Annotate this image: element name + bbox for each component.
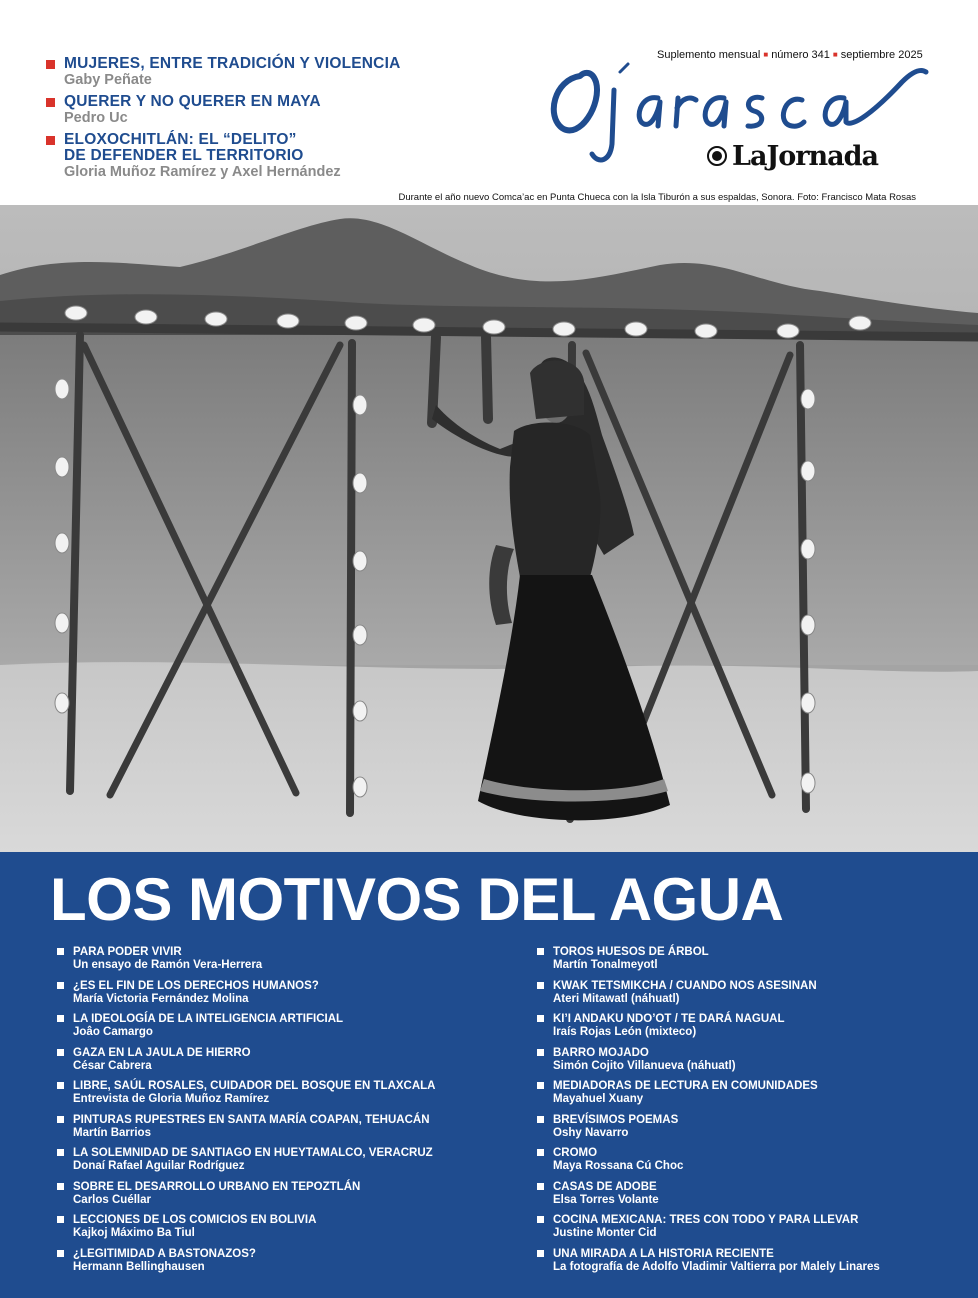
square-bullet-icon [537,1183,544,1190]
toc-author: Simón Cojito Villanueva (náhuatl) [553,1059,736,1072]
toc-item[interactable] [537,1013,957,1047]
toc-item[interactable] [57,946,517,980]
toc-column-left [57,946,517,1281]
supplement-label: Suplemento mensual [657,49,761,61]
toc-item[interactable] [537,1080,957,1114]
headline-author: Pedro Uc [64,110,128,126]
separator-icon: ■ [832,50,838,59]
toc-author: Iraís Rojas León (mixteco) [553,1026,697,1038]
toc-item[interactable] [537,946,957,980]
headline-item[interactable] [46,94,486,126]
toc-item[interactable] [57,1013,517,1047]
headline-title: QUERER Y NO QUERER EN MAYA [64,93,321,110]
square-bullet-icon [46,98,55,107]
square-bullet-icon [537,982,544,989]
toc-author: Martín Barrios [73,1126,151,1139]
jornada-mark-icon [706,145,728,167]
issue-date: septiembre 2025 [840,49,923,61]
toc-author: Kajkoj Máximo Ba Tiul [73,1227,195,1239]
la-jornada-logo[interactable] [706,138,878,174]
toc-author: Martín Tonalmeyotl [553,959,658,971]
toc-author: Oshy Navarro [553,1126,629,1139]
headline-title: ELOXOCHITLÁN: EL “DELITO” [64,131,297,148]
toc-item[interactable] [57,1114,517,1148]
toc-title: ¿LEGITIMIDAD A BASTONAZOS? [73,1247,256,1260]
cover-photo [0,205,978,852]
toc-author: María Victoria Fernández Molina [73,992,249,1005]
toc-item[interactable] [57,1214,517,1248]
square-bullet-icon [57,1116,64,1123]
toc-title: LA SOLEMNIDAD DE SANTIAGO EN HUEYTAMALCO, VERACRUZ [73,1147,433,1159]
headline-list [46,56,486,186]
square-bullet-icon [537,1015,544,1022]
toc-title: MEDIADORAS DE LECTURA EN COMUNIDADES [553,1080,818,1092]
headline-title-line2: DE DEFENDER EL TERRITORIO [64,147,304,164]
toc-author: Justine Monter Cid [553,1227,657,1239]
toc-author: Hermann Bellinghausen [73,1260,205,1273]
cover-photo-image [0,205,978,852]
square-bullet-icon [57,1250,64,1257]
toc-title: BREVÍSIMOS POEMAS [553,1113,679,1126]
toc-author: Entrevista de Gloria Muñoz Ramírez [73,1093,270,1105]
square-bullet-icon [537,1250,544,1257]
toc-title: BARRO MOJADO [553,1046,649,1059]
toc-item[interactable] [537,1181,957,1215]
toc-item[interactable] [57,1080,517,1114]
square-bullet-icon [57,1049,64,1056]
toc-author: Maya Rossana Cú Choc [553,1160,684,1172]
toc-title: SOBRE EL DESARROLLO URBANO EN TEPOZTLÁN [73,1180,361,1193]
toc-title: PARA PODER VIVIR [73,946,182,958]
publisher-name: LaJornada [732,140,878,172]
toc-title: TOROS HUESOS DE ÁRBOL [553,946,709,958]
toc-author: Joâo Camargo [73,1026,153,1038]
headline-title: MUJERES, ENTRE TRADICIÓN Y VIOLENCIA [64,55,401,72]
toc-item[interactable] [537,1248,957,1282]
square-bullet-icon [57,1015,64,1022]
toc-title: COCINA MEXICANA: TRES CON TODO Y PARA LLEVAR [553,1214,859,1226]
toc-title: KI’I ANDAKU NDO’OT / TE DARÁ NAGUAL [553,1013,785,1025]
photo-caption: Durante el año nuevo Comca’ac en Punta Chueca con la Isla Tiburón a sus espaldas, Sonora. Foto: Francisco Mata Rosas [398,192,916,203]
cover-header [0,0,978,205]
toc-item[interactable] [57,1181,517,1215]
toc-author: Carlos Cuéllar [73,1193,151,1206]
toc-author: Mayahuel Xuany [553,1093,644,1105]
toc-item[interactable] [537,980,957,1014]
square-bullet-icon [57,1216,64,1223]
toc-author: Donaí Rafael Aguilar Rodríguez [73,1160,245,1172]
toc-column-right [537,946,957,1281]
square-bullet-icon [537,1216,544,1223]
contents-band [0,852,978,1298]
separator-icon: ■ [763,50,769,59]
square-bullet-icon [46,136,55,145]
toc-author: Ateri Mitawatl (náhuatl) [553,992,680,1005]
square-bullet-icon [537,948,544,955]
toc-item[interactable] [57,1248,517,1282]
toc-title: CASAS DE ADOBE [553,1180,657,1193]
toc-title: LA IDEOLOGÍA DE LA INTELIGENCIA ARTIFICIAL [73,1013,344,1025]
square-bullet-icon [46,60,55,69]
toc-title: LECCIONES DE LOS COMICIOS EN BOLIVIA [73,1214,317,1226]
square-bullet-icon [537,1082,544,1089]
issue-number: número 341 [771,49,830,61]
headline-author: Gloria Muñoz Ramírez y Axel Hernández [64,164,341,180]
headline-author: Gaby Peñate [64,72,152,88]
toc-title: LIBRE, SAÚL ROSALES, CUIDADOR DEL BOSQUE EN TLAXCALA [73,1080,436,1092]
toc-item[interactable] [57,1047,517,1081]
toc-author: La fotografía de Adolfo Vladimir Valtierra por Malely Linares [553,1260,880,1273]
toc-author: César Cabrera [73,1059,152,1072]
toc-title: GAZA EN LA JAULA DE HIERRO [73,1046,251,1059]
headline-item[interactable] [46,132,486,180]
toc-author: Un ensayo de Ramón Vera-Herrera [73,959,263,971]
square-bullet-icon [57,948,64,955]
toc-item[interactable] [537,1047,957,1081]
toc-title: CROMO [553,1147,598,1159]
square-bullet-icon [57,982,64,989]
headline-item[interactable] [46,56,486,88]
toc-title: PINTURAS RUPESTRES EN SANTA MARÍA COAPAN, TEHUACÁN [73,1113,430,1126]
toc-item[interactable] [57,1147,517,1181]
square-bullet-icon [57,1082,64,1089]
square-bullet-icon [57,1183,64,1190]
square-bullet-icon [537,1149,544,1156]
toc-item[interactable] [537,1147,957,1181]
main-title: LOS MOTIVOS DEL AGUA [50,866,784,933]
toc-item[interactable] [537,1114,957,1148]
toc-title: KWAK TETSMIKCHA / CUANDO NOS ASESINAN [553,979,817,992]
toc-author: Elsa Torres Volante [553,1193,659,1206]
square-bullet-icon [537,1116,544,1123]
square-bullet-icon [57,1149,64,1156]
toc-title: ¿ES EL FIN DE LOS DERECHOS HUMANOS? [73,979,319,992]
toc-item[interactable] [57,980,517,1014]
toc-title: UNA MIRADA A LA HISTORIA RECIENTE [553,1247,774,1260]
toc-item[interactable] [537,1214,957,1248]
square-bullet-icon [537,1049,544,1056]
